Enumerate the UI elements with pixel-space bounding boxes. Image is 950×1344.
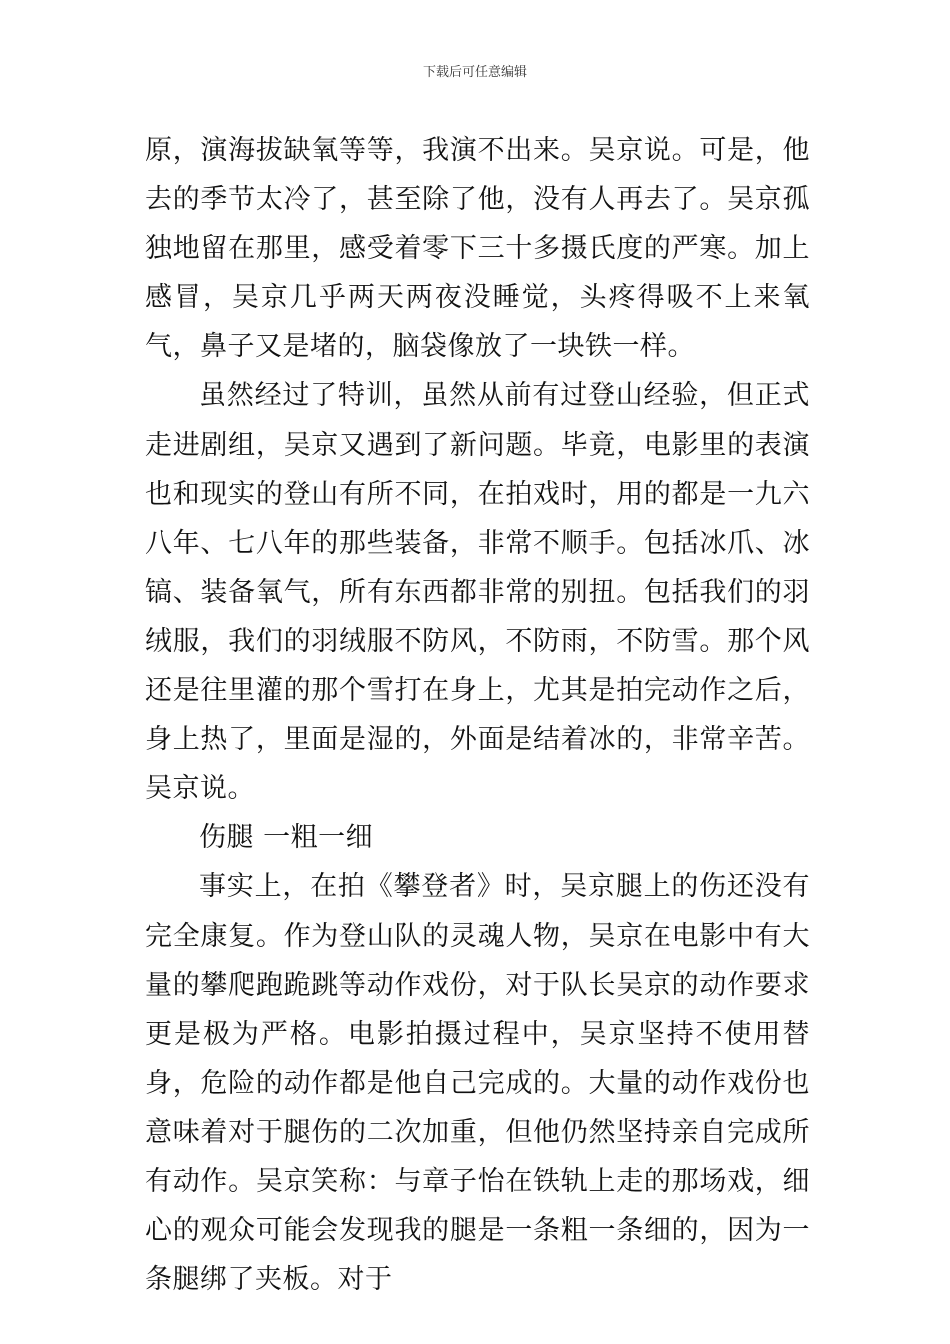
paragraph-continuation: 原，演海拔缺氧等等，我演不出来。吴京说。可是，他去的季节太冷了，甚至除了他，没有人再去了。吴京孤独地留在那里，感受着零下三十多摄氏度的严寒。加上感冒，吴京几乎两天两夜没睡觉，头疼得吸不上来氧气，鼻子又是堵的，脑袋像放了一块铁一样。 [145, 135, 810, 363]
page-header: 下载后可任意编辑 [422, 65, 527, 80]
section-heading: 伤腿 一粗一细 [199, 822, 374, 854]
paragraph-training: 虽然经过了特训，虽然从前有过登山经验，但正式走进剧组，吴京又遇到了新问题。毕竟，电影里的表演也和现实的登山有所不同，在拍戏时，用的都是一九六八年、七八年的那些装备，非常不顺手。包括冰爪、冰镐、装备氧气，所有东西都非常的别扭。包括我们的羽绒服，我们的羽绒服不防风，不防雨，不防雪。那个风还是往里灌的那个雪打在身上，尤其是拍完动作之后，身上热了，里面是湿的，外面是结着冰的，非常辛苦。吴京说。 [145, 380, 810, 805]
document-body [145, 126, 810, 1304]
paragraph-leg-injury: 事实上，在拍《攀登者》时，吴京腿上的伤还没有完全康复。作为登山队的灵魂人物，吴京在电影中有大量的攀爬跑跪跳等动作戏份，对于队长吴京的动作要求更是极为严格。电影拍摄过程中，吴京坚持不使用替身，危险的动作都是他自己完成的。大量的动作戏份也意味着对于腿伤的二次加重，但他仍然坚持亲自完成所有动作。吴京笑称：与章子怡在铁轨上走的那场戏，细心的观众可能会发现我的腿是一条粗一条细的，因为一条腿绑了夹板。对于 [145, 871, 810, 1296]
